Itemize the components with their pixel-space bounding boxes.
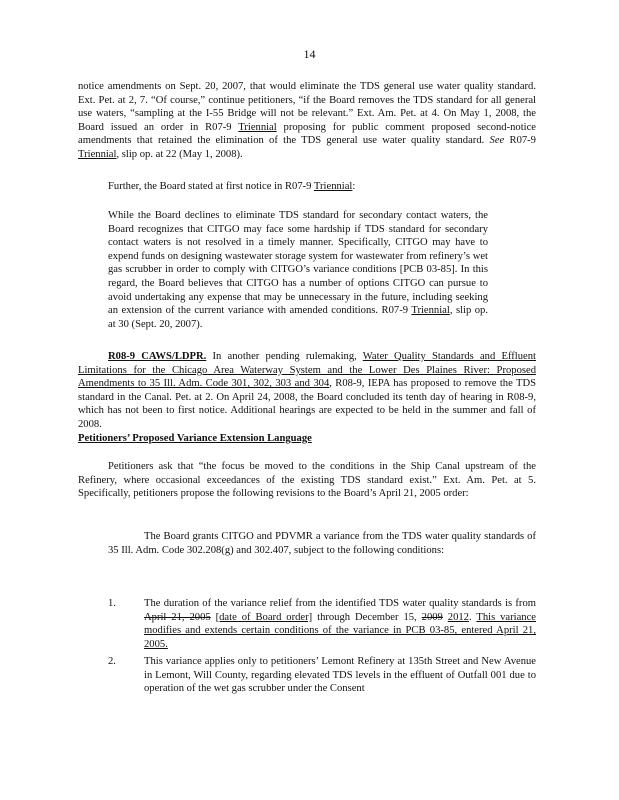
condition-item <box>108 655 536 696</box>
paragraph-first-notice <box>108 180 536 194</box>
text: The duration of the variance relief from the identified TDS water quality standards is from <box>144 598 536 609</box>
condition-text <box>144 597 536 651</box>
paragraph-petitioners-ask: Petitioners ask that “the focus be moved to the conditions in the Ship Canal upstream of the Refinery, where occasional exceedances of the existing TDS standard exist.” Ext. Am. Pet. at 5. Specifically, petitioners propose the following revisions to the Board’s April 21, 2005 order: <box>78 461 536 500</box>
text: through December 15, <box>312 611 422 623</box>
condition-number: 1. <box>108 598 116 609</box>
condition-number: 2. <box>108 656 116 667</box>
text: . <box>468 611 477 623</box>
text: : <box>352 181 356 192</box>
text: While the Board declines to eliminate TDS standard for secondary contact waters, the Board recognizes that CITGO may face some hardship if TDS standard for secondary contact waters is not resolved in a timely manner. Specifically, CITGO may have to expend funds on designing wastewater storage system for wastewater from refinery’s wet gas scrubber in order to comply with CITGO’s variance conditions [PCB 03-85]. In this regard, the Board believes that CITGO has a number of options CITGO can pursue to avoid undertaking any expense that may be unnecessary in the future, including seeking an extension of the current variance with amended conditions. R07-9 <box>108 210 488 317</box>
label-r08-9: R08-9 CAWS/LDPR. <box>108 351 207 362</box>
text: Further, the Board stated at first notice in R07-9 <box>108 181 314 192</box>
rulemaking-title: Water Quality Standards and Effluent Limitations for the Chicago Area Waterway System and the Lower Des Plaines River: Proposed Amendments to 35 Ill. Adm. Code 301, 302, 303 and 304 <box>78 351 536 390</box>
inserted-text: 2012 <box>447 611 469 623</box>
text: proposing for public comment proposed second-notice amendments that retained the elimination of the TDS general use water quality standard. <box>78 121 536 147</box>
block-quote-order: The Board grants CITGO and PDVMR a variance from the TDS water quality standards of 35 Ill. Adm. Code 302.208(g) and 302.407, subject to the following conditions: <box>108 531 536 556</box>
struck-text: April 21, 2005 <box>144 611 211 623</box>
paragraph-amendments <box>78 80 536 162</box>
paragraph-r08-9 <box>78 350 536 432</box>
text: R07-9 <box>504 135 536 147</box>
citation-triennial: Triennial <box>411 305 450 317</box>
section-heading: Petitioners’ Proposed Variance Extension Language <box>78 433 312 444</box>
struck-text: 2009 <box>421 611 443 623</box>
condition-text: This variance applies only to petitioners’ Lemont Refinery at 135th Street and New Avenue in Lemont, Will County, regarding elevated TDS levels in the effluent of Outfall 001 due to operation of the wet gas scrubber under the Consent <box>144 656 536 695</box>
block-quote-board <box>108 209 488 331</box>
citation-triennial: Triennial <box>78 148 117 160</box>
inserted-text: This variance modifies and extends certain conditions of the variance in PCB 03-85, entered April 21, 2005. <box>144 611 536 650</box>
text: In another pending rulemaking, <box>206 351 363 362</box>
inserted-text: [date of Board order] <box>215 611 313 623</box>
text: notice amendments on Sept. 20, 2007, that would eliminate the TDS general use water quality standard. Ext. Pet. at 2, 7. “Of course,” continue petitioners, “if the Board removes the TDS standard for all general use waters, “sampling at the I-55 Bridge will not be relevant.” Ext. Am. Pet. at 4. On May 1, 2008, the Board issued an order in R07-9 <box>78 81 536 133</box>
page-number: 14 <box>303 47 316 61</box>
text: , slip op. at 30 (Sept. 20, 2007). <box>108 305 488 330</box>
citation-triennial: Triennial <box>313 181 353 192</box>
condition-item <box>108 597 536 651</box>
citation-triennial: Triennial <box>238 121 277 133</box>
text: , slip op. at 22 (May 1, 2008). <box>116 148 243 160</box>
text: , R08-9, IEPA has proposed to remove the TDS standard in the Canal. Pet. at 2. On April 24, 2008, the Board concluded its tenth day of hearing in R08-9, which has not been to first notice. Additional hearings are expected to be held in the summer and fall of 2008. <box>78 378 537 430</box>
signal-see: See <box>489 135 505 147</box>
